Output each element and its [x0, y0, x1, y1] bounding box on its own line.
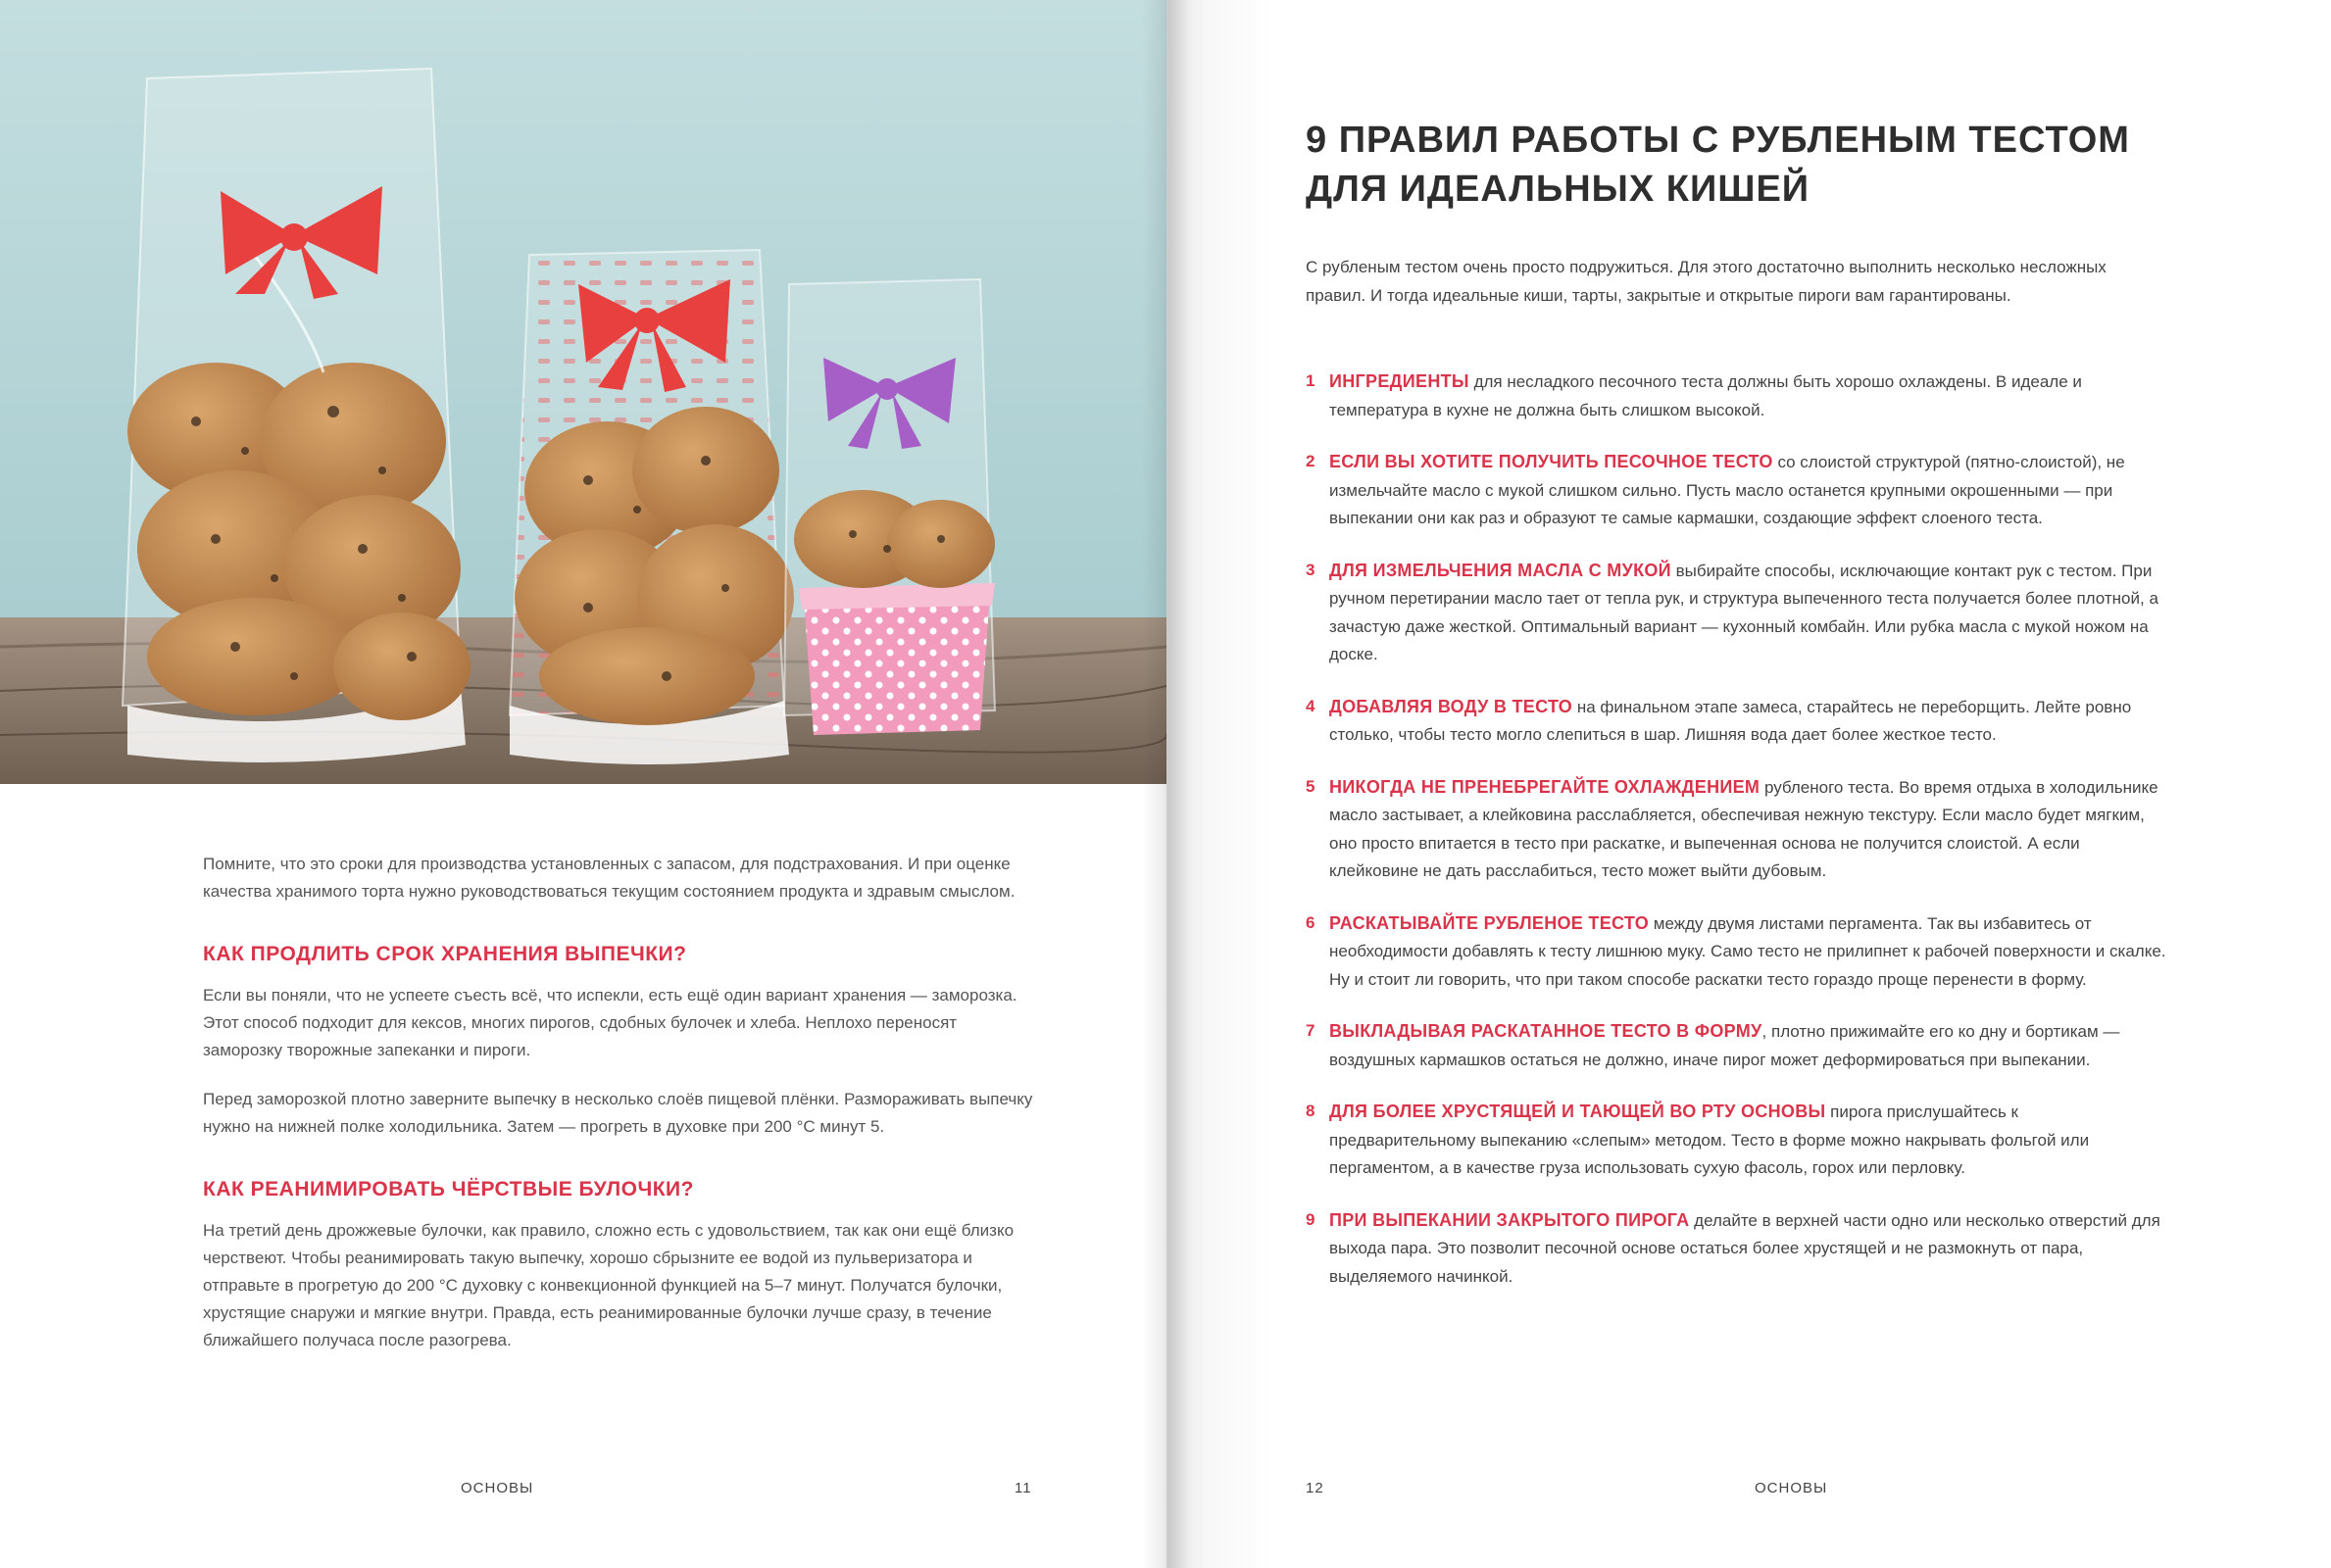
- rule-text: между двумя листами пергамента. Так вы избавитесь от необходимости добавлять к тесту лишнюю муку. Само тесто не прилипнет к рабочей поверхности и скалке. Ну и стоит ли говорить, что при таком способе раскатки тесто гораздо проще перенести в форму.: [1329, 913, 2166, 989]
- paragraph: На третий день дрожжевые булочки, как правило, сложно есть с удовольствием, так как они ещё близко черствеют. Чтобы реанимировать такую выпечку, хорошо сбрызните ее водой из пульверизатора и отправьте в прогретую до 200 °С духовку с конвекционной функцией на 5–7 минут. Получатся булочки, хрустящие снаружи и мягкие внутри. Правда, есть реанимированные булочки лучше сразу, в течение ближайшего получаса после разогрева.: [203, 1221, 1015, 1349]
- left-footer-section: ОСНОВЫ: [461, 1480, 534, 1496]
- section-heading-shelf-life: КАК ПРОДЛИТЬ СРОК ХРАНЕНИЯ ВЫПЕЧКИ?: [203, 943, 687, 965]
- cookies-in-gift-bags-photo: [0, 0, 1166, 784]
- rule-text: на финальном этапе замеса, старайтесь не переборщить. Лейте ровно столько, чтобы тесто могло слепиться в шар. Лишняя вода дает более жесткое тесто.: [1329, 697, 2132, 744]
- rule-number: 2: [1306, 452, 1315, 470]
- rule-number: 9: [1306, 1209, 1315, 1229]
- left-intro-paragraph: Помните, что это сроки для производства установленных с запасом, для подстрахования. И при оценке качества хранимого торта нужно руководствоваться текущим состоянием продукта и здравым смыслом.: [203, 855, 1016, 901]
- left-page-text: [203, 851, 1036, 1376]
- rule-keyword: ДЛЯ БОЛЕЕ ХРУСТЯЩЕЙ И ТАЮЩЕЙ ВО РТУ ОСНОВЫ: [1329, 1102, 1826, 1121]
- rule-number: 1: [1306, 371, 1315, 390]
- list-item: [1306, 693, 2168, 750]
- rule-keyword: ДЛЯ ИЗМЕЛЬЧЕНИЯ МАСЛА С МУКОЙ: [1329, 560, 1671, 580]
- page-title: 9 ПРАВИЛ РАБОТЫ С РУБЛЕНЫМ ТЕСТОМ ДЛЯ ИДЕАЛЬНЫХ КИШЕЙ: [1306, 120, 2130, 210]
- rule-keyword: РАСКАТЫВАЙТЕ РУБЛЕНОЕ ТЕСТО: [1329, 912, 1650, 933]
- rule-number: 3: [1306, 560, 1315, 579]
- rule-keyword: ПРИ ВЫПЕКАНИИ ЗАКРЫТОГО ПИРОГА: [1329, 1209, 1690, 1230]
- rule-number: 4: [1306, 696, 1315, 715]
- rule-text: , плотно прижимайте его ко дну и бортикам — воздушных кармашков остаться не должно, иначе пирог может деформироваться при выпекании.: [1329, 1022, 2120, 1069]
- rule-number: 8: [1306, 1102, 1315, 1120]
- rule-number: 5: [1306, 776, 1315, 796]
- rule-text: делайте в верхней части одно или несколько отверстий для выхода пара. Это позволит песочной основе остаться более хрустящей и не размокнуть от пара, выделяемого начинкой.: [1329, 1210, 2160, 1286]
- section-heading-stale-buns: КАК РЕАНИМИРОВАТЬ ЧЁРСТВЫЕ БУЛОЧКИ?: [203, 1178, 694, 1200]
- rule-text: рубленого теста. Во время отдыха в холодильнике масло застывает, а клейковина расслабляется, обеспечивая нежную текстуру. Если масло будет мягким, оно просто впитается в тесто при раскатке, и выпеченная основа не получится слоистой. А если клейковине не дать расслабиться, тесто может выйти дубовым.: [1329, 777, 2158, 880]
- rule-text: выбирайте способы, исключающие контакт рук с тестом. При ручном перетирании масло тает от тепла рук, и структура выпеченного теста получается более плотной, а зачастую даже жесткой. Оптимальный вариант — кухонный комбайн. Или рубка масла с мукой ножом на доске.: [1329, 561, 2158, 663]
- rule-text: для несладкого песочного теста должны быть хорошо охлаждены. В идеале и температура в кухне не должна быть слишком высокой.: [1329, 372, 2082, 419]
- rule-keyword: НИКОГДА НЕ ПРЕНЕБРЕГАЙТЕ ОХЛАЖДЕНИЕМ: [1329, 776, 1761, 797]
- paragraph: Перед заморозкой плотно заверните выпечку в несколько слоёв пищевой плёнки. Размораживать выпечку нужно на нижней полке холодильника. Затем — прогреть в духовке при 200 °С минут 5.: [203, 1090, 1033, 1136]
- list-item: [1306, 557, 2168, 669]
- paragraph: Если вы поняли, что не успеете съесть всё, что испекли, есть ещё один вариант хранения — заморозка. Этот способ подходит для кексов, многих пирогов, сдобных булочек и хлеба. Неплохо переносят заморозку творожные запеканки и пироги.: [203, 986, 1017, 1059]
- rule-keyword: ИНГРЕДИЕНТЫ: [1329, 371, 1469, 391]
- rule-keyword: ДОБАВЛЯЯ ВОДУ В ТЕСТО: [1329, 696, 1573, 716]
- rule-number: 6: [1306, 912, 1315, 932]
- list-item: [1306, 368, 2168, 424]
- list-item: [1306, 773, 2168, 886]
- rule-text: пирога прислушайтесь к предварительному выпеканию «слепым» методом. Тесто в форме можно накрывать фольгой или пергаментом, а в качестве груза использовать сухую фасоль, горох или перловку.: [1329, 1102, 2090, 1177]
- right-footer-section: ОСНОВЫ: [1755, 1480, 1828, 1496]
- right-page: [1166, 0, 2331, 1568]
- right-page-number: 12: [1306, 1480, 1324, 1496]
- list-item: [1306, 1017, 2168, 1074]
- list-item: [1306, 1206, 2168, 1292]
- list-item: [1306, 1098, 2168, 1183]
- list-item: [1306, 448, 2168, 533]
- rule-keyword: ЕСЛИ ВЫ ХОТИТЕ ПОЛУЧИТЬ ПЕСОЧНОЕ ТЕСТО: [1329, 452, 1773, 471]
- rule-number: 7: [1306, 1021, 1315, 1040]
- rule-text: со слоистой структурой (пятно-слоистой), не измельчайте масло с мукой слишком сильно. Пусть масло останется крупными окрошенными — при выпекании они как раз и образуют те самые кармашки, создающие эффект слоеного теста.: [1329, 453, 2125, 527]
- rules-list: [1306, 368, 2168, 1314]
- list-item: [1306, 909, 2168, 995]
- rule-keyword: ВЫКЛАДЫВАЯ РАСКАТАННОЕ ТЕСТО В ФОРМУ: [1329, 1021, 1762, 1041]
- right-intro-paragraph: С рубленым тестом очень просто подружиться. Для этого достаточно выполнить несколько несложных правил. И тогда идеальные киши, тарты, закрытые и открытые пироги вам гарантированы.: [1306, 258, 2107, 305]
- left-page-number: 11: [1015, 1480, 1032, 1496]
